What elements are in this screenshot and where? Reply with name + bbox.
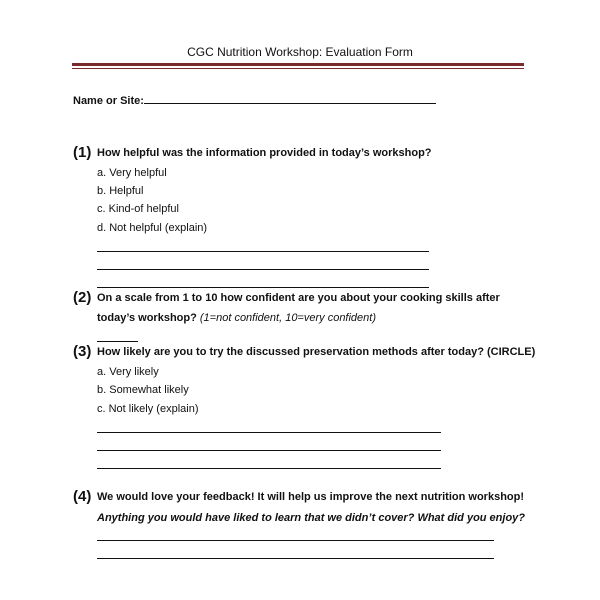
name-or-site-label: Name or Site: <box>73 95 144 107</box>
name-or-site-field[interactable] <box>144 93 436 104</box>
question-2-number: (2) <box>73 289 92 306</box>
question-3-text: How likely are you to try the discussed preservation methods after today? (CIRCLE) <box>97 346 536 358</box>
question-4-answer-line-2[interactable] <box>97 558 494 559</box>
question-1-text: How helpful was the information provided in today’s workshop? <box>97 147 432 159</box>
question-1-option-a[interactable]: a. Very helpful <box>97 167 167 179</box>
form-title: CGC Nutrition Workshop: Evaluation Form <box>187 45 413 59</box>
question-3-answer-line-3[interactable] <box>97 468 441 469</box>
question-3-answer-line-2[interactable] <box>97 450 441 451</box>
question-3-option-b[interactable]: b. Somewhat likely <box>97 384 189 396</box>
question-3-option-c[interactable]: c. Not likely (explain) <box>97 403 199 415</box>
question-2-text-line-2 <box>97 312 376 324</box>
question-4-text-line-2: Anything you would have liked to learn that we didn’t cover? What did you enjoy? <box>97 512 526 524</box>
question-4-answer-line-1[interactable] <box>97 540 494 541</box>
question-1-option-b[interactable]: b. Helpful <box>97 185 144 197</box>
question-1-option-c[interactable]: c. Kind-of helpful <box>97 203 179 215</box>
question-3-option-a[interactable]: a. Very likely <box>97 366 159 378</box>
question-3-answer-line-1[interactable] <box>97 432 441 433</box>
question-2-answer-line[interactable] <box>97 341 138 342</box>
question-4-text-line-1: We would love your feedback! It will help us improve the next nutrition workshop! <box>97 491 525 503</box>
question-1-answer-line-1[interactable] <box>97 251 429 252</box>
question-1-answer-line-3[interactable] <box>97 287 429 288</box>
question-1-number: (1) <box>73 144 92 161</box>
question-3-number: (3) <box>73 343 92 360</box>
question-4-number: (4) <box>73 488 92 505</box>
header-rule-thin <box>72 68 524 69</box>
question-1-answer-line-2[interactable] <box>97 269 429 270</box>
name-or-site-row <box>73 93 436 107</box>
question-2-scale-note: (1=not confident, 10=very confident) <box>199 312 377 324</box>
question-2-text-line-1: On a scale from 1 to 10 how confident are you about your cooking skills after <box>97 292 500 304</box>
question-1-option-d[interactable]: d. Not helpful (explain) <box>97 222 208 234</box>
header-rule-thick <box>72 63 524 66</box>
question-2-text-line-2-bold: today’s workshop? <box>97 312 197 324</box>
